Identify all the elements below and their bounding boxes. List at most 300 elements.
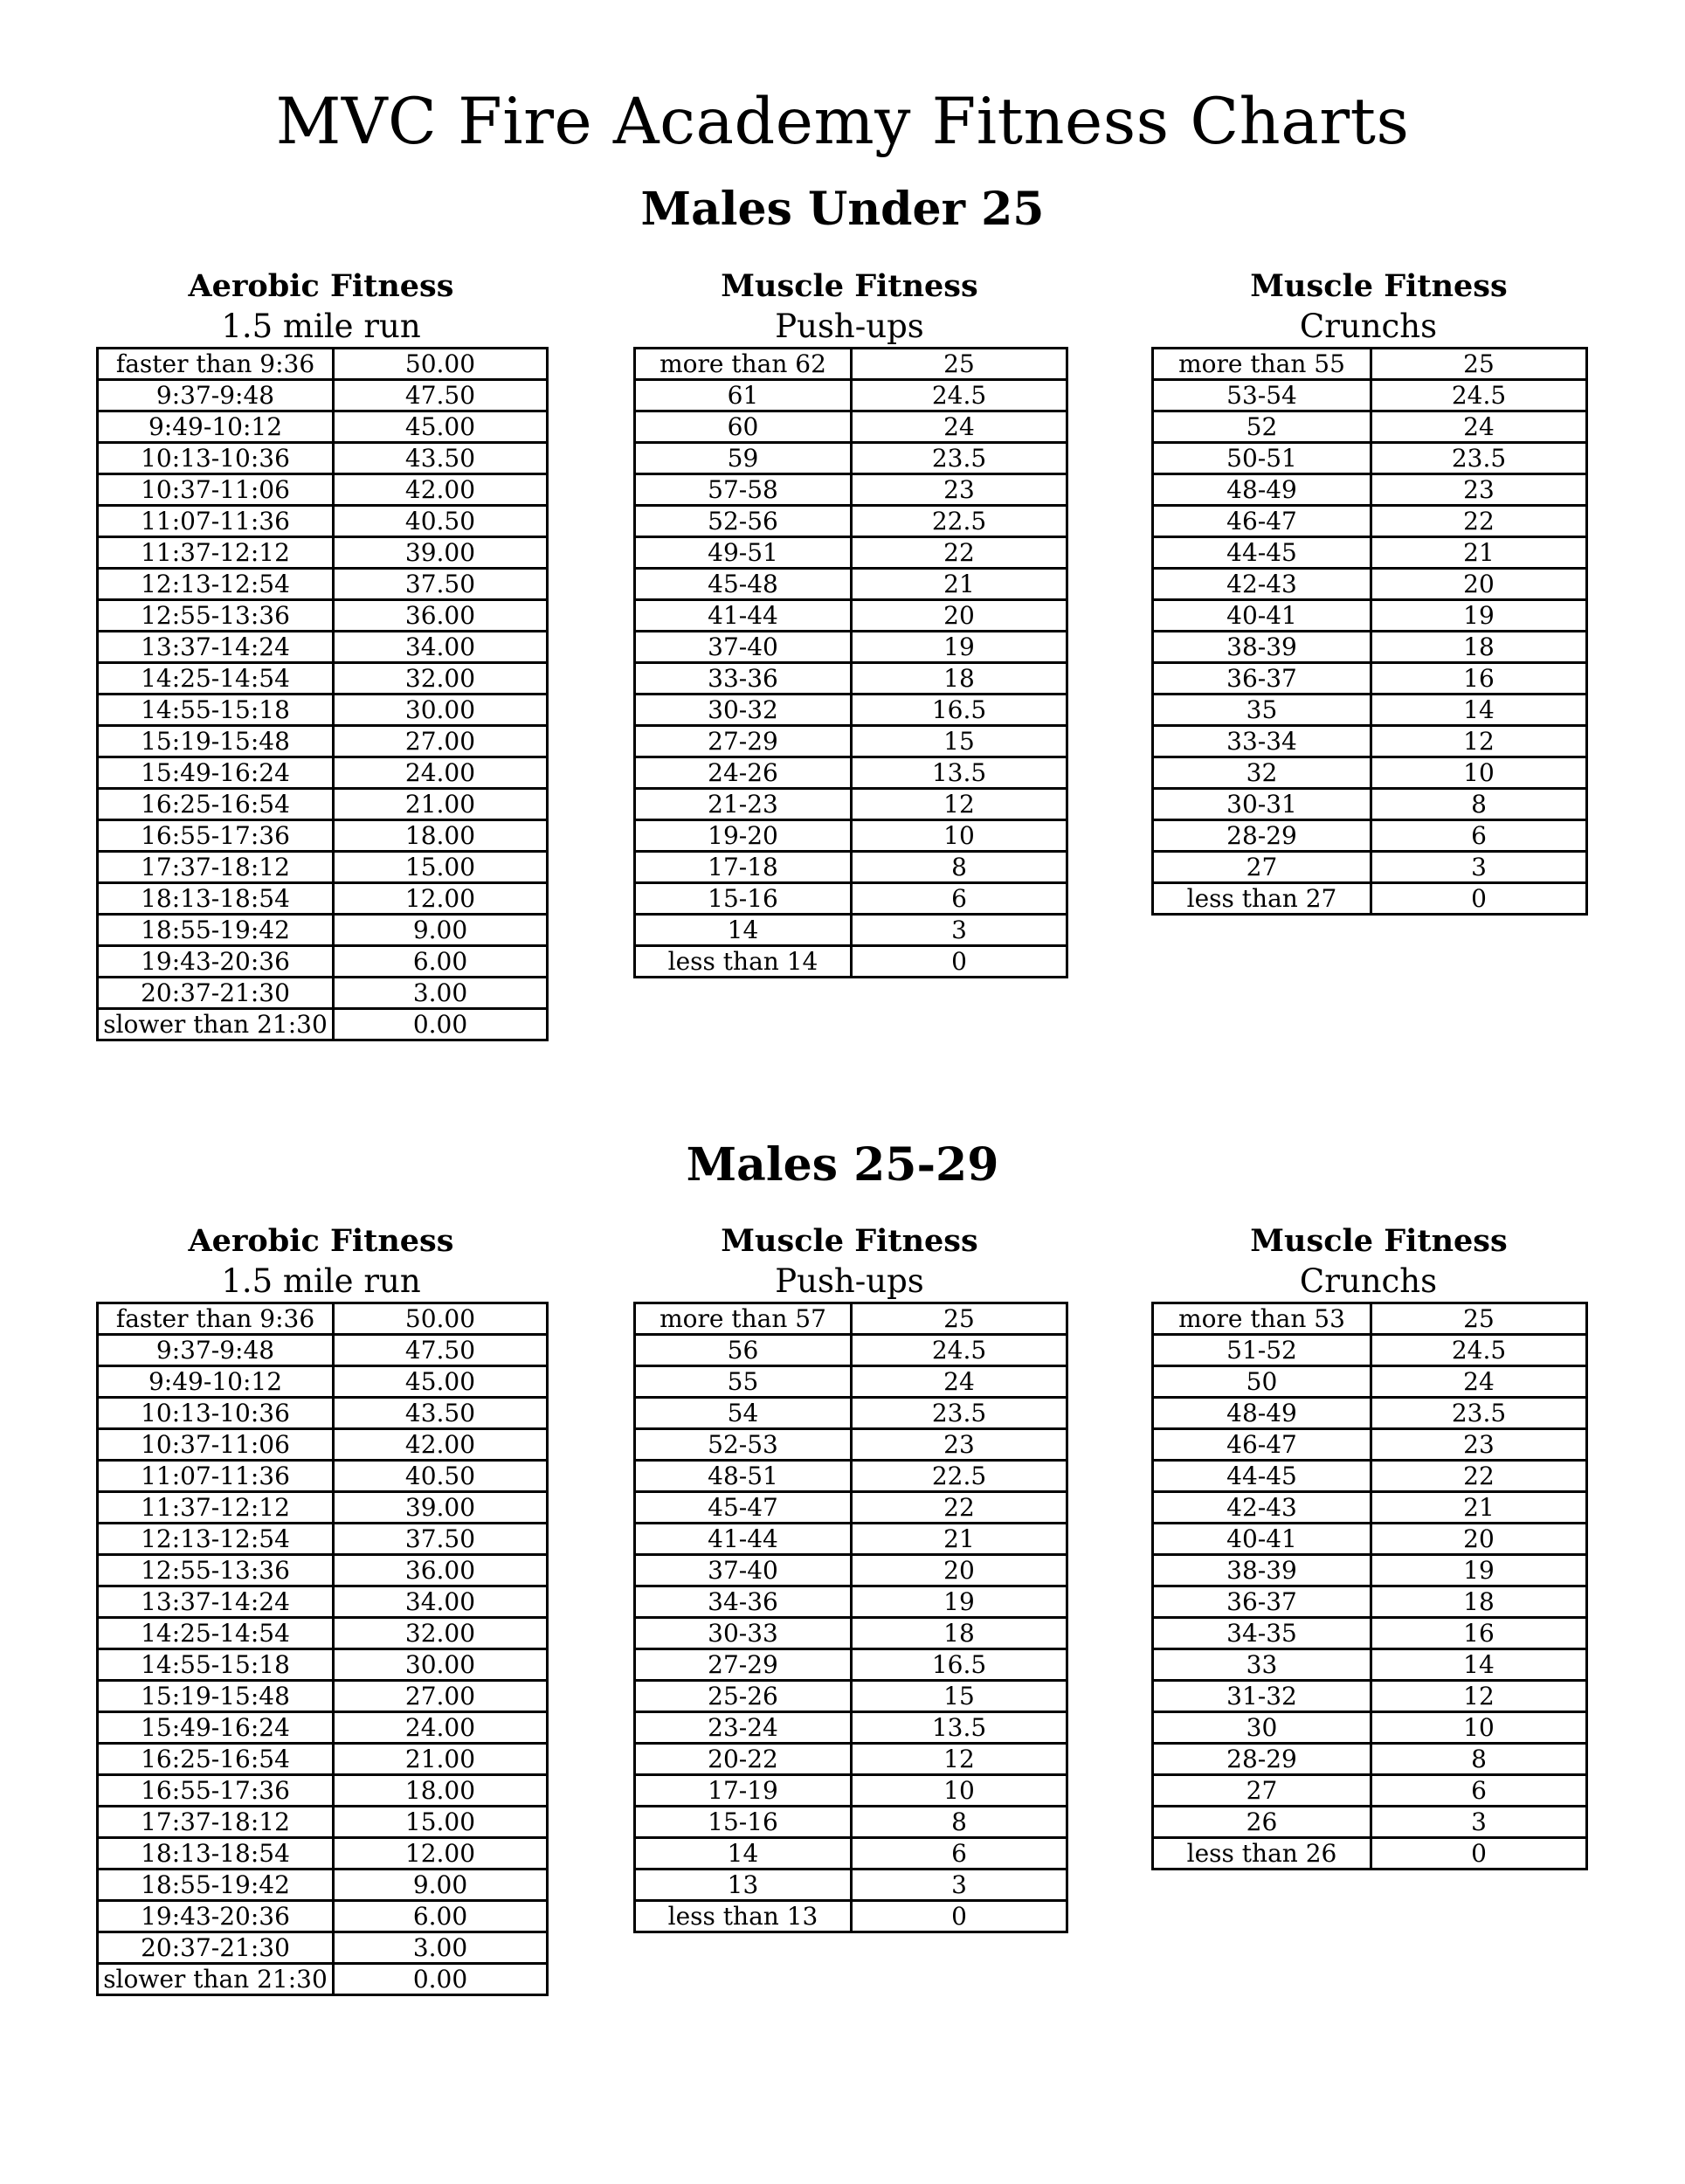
score-cell: 10	[1371, 1712, 1587, 1744]
table-row	[98, 632, 548, 663]
score-cell: 8	[1371, 789, 1587, 820]
range-cell: 48-51	[635, 1461, 852, 1492]
score-cell: 0	[852, 1901, 1067, 1932]
table-row	[98, 978, 548, 1009]
score-cell: 30.00	[334, 695, 548, 726]
score-cell: 9.00	[334, 915, 548, 946]
table-row	[635, 1429, 1067, 1461]
range-cell: 14:55-15:18	[98, 695, 334, 726]
table-row	[635, 411, 1067, 443]
score-cell: 16.5	[852, 1649, 1067, 1681]
score-cell: 23	[852, 1429, 1067, 1461]
range-cell: 19-20	[635, 820, 852, 852]
table-row	[1153, 537, 1587, 569]
table-row	[635, 1681, 1067, 1712]
score-cell: 6	[1371, 820, 1587, 852]
range-cell: 15:49-16:24	[98, 1712, 334, 1744]
range-cell: slower than 21:30	[98, 1009, 334, 1040]
score-cell: 21	[1371, 537, 1587, 569]
table-row	[1153, 663, 1587, 695]
range-cell: 48-49	[1153, 474, 1371, 506]
range-cell: 16:25-16:54	[98, 1744, 334, 1775]
score-cell: 39.00	[334, 537, 548, 569]
range-cell: 17-18	[635, 852, 852, 883]
range-cell: 14	[635, 1838, 852, 1870]
range-cell: 23-24	[635, 1712, 852, 1744]
score-cell: 23	[852, 474, 1067, 506]
score-cell: 24.5	[1371, 380, 1587, 411]
range-cell: 56	[635, 1335, 852, 1366]
score-cell: 21.00	[334, 789, 548, 820]
score-table	[633, 347, 1068, 978]
score-cell: 24.5	[852, 380, 1067, 411]
range-cell: 33-36	[635, 663, 852, 695]
table-row	[1153, 632, 1587, 663]
score-cell: 0	[1371, 883, 1587, 915]
range-cell: 16:55-17:36	[98, 1775, 334, 1807]
table-row	[635, 1618, 1067, 1649]
score-cell: 12	[852, 789, 1067, 820]
range-cell: 40-41	[1153, 600, 1371, 632]
table-row	[635, 1335, 1067, 1366]
range-cell: 30-32	[635, 695, 852, 726]
score-cell: 12.00	[334, 1838, 548, 1870]
range-cell: 26	[1153, 1807, 1371, 1838]
table-row	[1153, 380, 1587, 411]
score-cell: 16.5	[852, 695, 1067, 726]
table-row	[635, 349, 1067, 380]
score-cell: 15.00	[334, 852, 548, 883]
range-cell: 18:13-18:54	[98, 1838, 334, 1870]
table-row	[635, 946, 1067, 978]
range-cell: 42-43	[1153, 1492, 1371, 1524]
range-cell: less than 26	[1153, 1838, 1371, 1870]
score-cell: 39.00	[334, 1492, 548, 1524]
score-cell: 16	[1371, 663, 1587, 695]
score-cell: 3	[1371, 1807, 1587, 1838]
score-cell: 24	[1371, 1366, 1587, 1398]
table-row	[1153, 1398, 1587, 1429]
range-cell: 11:07-11:36	[98, 1461, 334, 1492]
range-cell: 15:19-15:48	[98, 1681, 334, 1712]
table-row	[98, 852, 548, 883]
range-cell: 37-40	[635, 1555, 852, 1586]
table-row	[635, 663, 1067, 695]
score-cell: 19	[1371, 600, 1587, 632]
range-cell: 17-19	[635, 1775, 852, 1807]
range-cell: more than 53	[1153, 1303, 1371, 1335]
range-cell: 30-33	[635, 1618, 852, 1649]
range-cell: 46-47	[1153, 1429, 1371, 1461]
score-cell: 6	[852, 883, 1067, 915]
range-cell: 16:55-17:36	[98, 820, 334, 852]
score-table	[96, 1302, 549, 1996]
score-cell: 22.5	[852, 506, 1067, 537]
score-cell: 36.00	[334, 600, 548, 632]
table-row	[98, 380, 548, 411]
score-cell: 21.00	[334, 1744, 548, 1775]
range-cell: 25-26	[635, 1681, 852, 1712]
score-cell: 42.00	[334, 474, 548, 506]
table-row	[1153, 474, 1587, 506]
score-cell: 18	[852, 1618, 1067, 1649]
range-cell: 10:37-11:06	[98, 474, 334, 506]
score-cell: 0	[852, 946, 1067, 978]
score-cell: 50.00	[334, 1303, 548, 1335]
score-cell: 47.50	[334, 1335, 548, 1366]
range-cell: 9:37-9:48	[98, 380, 334, 411]
range-cell: 40-41	[1153, 1524, 1371, 1555]
range-cell: 14:25-14:54	[98, 1618, 334, 1649]
range-cell: 13:37-14:24	[98, 1586, 334, 1618]
table-row	[1153, 569, 1587, 600]
table-heading: Muscle Fitness	[1250, 268, 1508, 304]
table-row	[98, 1366, 548, 1398]
score-cell: 6.00	[334, 946, 548, 978]
score-cell: 22	[1371, 506, 1587, 537]
table-row	[98, 1775, 548, 1807]
score-cell: 50.00	[334, 349, 548, 380]
table-row	[635, 1524, 1067, 1555]
pushups-table-25-29	[633, 1221, 1068, 1933]
table-row	[635, 600, 1067, 632]
range-cell: 31-32	[1153, 1681, 1371, 1712]
range-cell: 14:25-14:54	[98, 663, 334, 695]
range-cell: 30	[1153, 1712, 1371, 1744]
score-cell: 23	[1371, 474, 1587, 506]
table-row	[1153, 1618, 1587, 1649]
score-cell: 24.00	[334, 757, 548, 789]
range-cell: 34-36	[635, 1586, 852, 1618]
table-row	[635, 1712, 1067, 1744]
table-row	[635, 537, 1067, 569]
section-title-males-25-29: Males 25-29	[686, 1138, 999, 1192]
table-row	[1153, 1681, 1587, 1712]
range-cell: 24-26	[635, 757, 852, 789]
score-cell: 43.50	[334, 443, 548, 474]
table-subheading: 1.5 mile run	[221, 308, 421, 345]
table-row	[98, 1870, 548, 1901]
range-cell: less than 27	[1153, 883, 1371, 915]
score-cell: 12	[1371, 1681, 1587, 1712]
score-cell: 45.00	[334, 1366, 548, 1398]
range-cell: 32	[1153, 757, 1371, 789]
score-cell: 18.00	[334, 820, 548, 852]
table-row	[1153, 852, 1587, 883]
table-row	[1153, 443, 1587, 474]
table-row	[635, 443, 1067, 474]
score-cell: 12	[1371, 726, 1587, 757]
range-cell: 11:37-12:12	[98, 537, 334, 569]
range-cell: 33	[1153, 1649, 1371, 1681]
range-cell: less than 13	[635, 1901, 852, 1932]
score-cell: 25	[852, 349, 1067, 380]
range-cell: 50-51	[1153, 443, 1371, 474]
table-row	[1153, 1492, 1587, 1524]
range-cell: 45-47	[635, 1492, 852, 1524]
table-row	[635, 1555, 1067, 1586]
score-table	[1151, 347, 1588, 916]
range-cell: faster than 9:36	[98, 349, 334, 380]
table-row	[1153, 1303, 1587, 1335]
table-row	[1153, 600, 1587, 632]
range-cell: 13	[635, 1870, 852, 1901]
score-cell: 42.00	[334, 1429, 548, 1461]
range-cell: 17:37-18:12	[98, 1807, 334, 1838]
table-row	[98, 537, 548, 569]
score-cell: 30.00	[334, 1649, 548, 1681]
range-cell: 61	[635, 380, 852, 411]
range-cell: 44-45	[1153, 1461, 1371, 1492]
table-subheading: Crunchs	[1299, 1262, 1438, 1300]
table-row	[98, 1744, 548, 1775]
range-cell: 12:55-13:36	[98, 1555, 334, 1586]
table-row	[98, 1649, 548, 1681]
score-cell: 21	[852, 569, 1067, 600]
table-row	[635, 1744, 1067, 1775]
table-row	[98, 1303, 548, 1335]
table-row	[98, 1524, 548, 1555]
score-cell: 0.00	[334, 1009, 548, 1040]
range-cell: 38-39	[1153, 632, 1371, 663]
table-row	[635, 380, 1067, 411]
score-cell: 0	[1371, 1838, 1587, 1870]
table-row	[1153, 1712, 1587, 1744]
score-cell: 16	[1371, 1618, 1587, 1649]
range-cell: 46-47	[1153, 506, 1371, 537]
score-cell: 15	[852, 726, 1067, 757]
table-row	[1153, 695, 1587, 726]
score-cell: 15.00	[334, 1807, 548, 1838]
score-cell: 24.5	[852, 1335, 1067, 1366]
score-cell: 34.00	[334, 1586, 548, 1618]
range-cell: 18:55-19:42	[98, 1870, 334, 1901]
range-cell: 12:13-12:54	[98, 1524, 334, 1555]
score-cell: 34.00	[334, 632, 548, 663]
table-row	[635, 852, 1067, 883]
range-cell: 33-34	[1153, 726, 1371, 757]
table-row	[98, 1429, 548, 1461]
table-row	[635, 695, 1067, 726]
table-row	[635, 1586, 1067, 1618]
table-row	[98, 506, 548, 537]
score-cell: 43.50	[334, 1398, 548, 1429]
score-cell: 19	[852, 632, 1067, 663]
score-cell: 40.50	[334, 1461, 548, 1492]
range-cell: 10:13-10:36	[98, 1398, 334, 1429]
score-cell: 12	[852, 1744, 1067, 1775]
score-cell: 23	[1371, 1429, 1587, 1461]
aerobic-fitness-table-under-25	[96, 266, 549, 1041]
table-row	[98, 569, 548, 600]
score-cell: 8	[852, 852, 1067, 883]
table-row	[98, 789, 548, 820]
table-row	[98, 1492, 548, 1524]
table-row	[98, 1964, 548, 1995]
range-cell: 60	[635, 411, 852, 443]
table-row	[635, 1901, 1067, 1932]
score-cell: 25	[1371, 349, 1587, 380]
range-cell: 27-29	[635, 1649, 852, 1681]
range-cell: 35	[1153, 695, 1371, 726]
score-cell: 13.5	[852, 757, 1067, 789]
table-row	[1153, 726, 1587, 757]
score-table	[1151, 1302, 1588, 1870]
range-cell: 37-40	[635, 632, 852, 663]
table-row	[98, 946, 548, 978]
table-row	[1153, 349, 1587, 380]
table-row	[1153, 411, 1587, 443]
score-cell: 24.5	[1371, 1335, 1587, 1366]
score-cell: 18	[852, 663, 1067, 695]
table-row	[1153, 757, 1587, 789]
range-cell: 10:13-10:36	[98, 443, 334, 474]
score-cell: 6	[1371, 1775, 1587, 1807]
table-heading: Aerobic Fitness	[188, 1223, 454, 1259]
pushups-table-under-25	[633, 266, 1068, 978]
range-cell: 15-16	[635, 1807, 852, 1838]
range-cell: 44-45	[1153, 537, 1371, 569]
score-cell: 23.5	[852, 443, 1067, 474]
range-cell: 50	[1153, 1366, 1371, 1398]
score-cell: 20	[852, 1555, 1067, 1586]
table-row	[98, 695, 548, 726]
range-cell: 19:43-20:36	[98, 946, 334, 978]
score-cell: 22	[852, 1492, 1067, 1524]
table-row	[98, 1807, 548, 1838]
range-cell: 12:55-13:36	[98, 600, 334, 632]
score-cell: 15	[852, 1681, 1067, 1712]
table-row	[98, 1398, 548, 1429]
score-cell: 20	[852, 600, 1067, 632]
table-row	[98, 474, 548, 506]
table-row	[98, 1618, 548, 1649]
range-cell: 9:49-10:12	[98, 1366, 334, 1398]
table-row	[635, 1461, 1067, 1492]
table-row	[98, 1932, 548, 1964]
crunches-table-25-29	[1151, 1221, 1596, 1870]
range-cell: 9:49-10:12	[98, 411, 334, 443]
table-row	[635, 1838, 1067, 1870]
table-subheading: Crunchs	[1299, 308, 1438, 345]
range-cell: 28-29	[1153, 1744, 1371, 1775]
table-row	[98, 820, 548, 852]
score-cell: 8	[852, 1807, 1067, 1838]
table-row	[1153, 1555, 1587, 1586]
range-cell: 36-37	[1153, 1586, 1371, 1618]
score-cell: 14	[1371, 695, 1587, 726]
table-row	[98, 883, 548, 915]
score-cell: 22.5	[852, 1461, 1067, 1492]
score-cell: 47.50	[334, 380, 548, 411]
score-cell: 21	[1371, 1492, 1587, 1524]
table-row	[98, 349, 548, 380]
score-table	[96, 347, 549, 1041]
score-cell: 21	[852, 1524, 1067, 1555]
table-row	[1153, 820, 1587, 852]
score-cell: 13.5	[852, 1712, 1067, 1744]
score-cell: 19	[1371, 1555, 1587, 1586]
table-heading: Aerobic Fitness	[188, 268, 454, 304]
score-cell: 40.50	[334, 506, 548, 537]
table-row	[635, 506, 1067, 537]
range-cell: 27	[1153, 852, 1371, 883]
table-row	[1153, 1744, 1587, 1775]
table-row	[98, 1586, 548, 1618]
crunches-table-under-25	[1151, 266, 1596, 916]
range-cell: faster than 9:36	[98, 1303, 334, 1335]
score-cell: 22	[852, 537, 1067, 569]
range-cell: less than 14	[635, 946, 852, 978]
table-row	[635, 569, 1067, 600]
table-heading: Muscle Fitness	[721, 268, 978, 304]
table-row	[635, 1870, 1067, 1901]
table-row	[1153, 1524, 1587, 1555]
document-title: MVC Fire Academy Fitness Charts	[275, 85, 1410, 159]
range-cell: 57-58	[635, 474, 852, 506]
score-cell: 37.50	[334, 569, 548, 600]
table-row	[635, 474, 1067, 506]
score-cell: 45.00	[334, 411, 548, 443]
table-row	[1153, 789, 1587, 820]
table-row	[98, 1335, 548, 1366]
table-row	[1153, 1335, 1587, 1366]
score-cell: 25	[852, 1303, 1067, 1335]
range-cell: 17:37-18:12	[98, 852, 334, 883]
table-row	[98, 1838, 548, 1870]
range-cell: 15-16	[635, 883, 852, 915]
range-cell: 16:25-16:54	[98, 789, 334, 820]
table-row	[635, 820, 1067, 852]
range-cell: 15:19-15:48	[98, 726, 334, 757]
range-cell: 12:13-12:54	[98, 569, 334, 600]
score-cell: 10	[852, 1775, 1067, 1807]
score-cell: 3	[852, 1870, 1067, 1901]
score-cell: 27.00	[334, 726, 548, 757]
table-row	[98, 1712, 548, 1744]
range-cell: 18:13-18:54	[98, 883, 334, 915]
score-cell: 3.00	[334, 978, 548, 1009]
score-cell: 20	[1371, 569, 1587, 600]
table-row	[98, 600, 548, 632]
range-cell: 9:37-9:48	[98, 1335, 334, 1366]
score-cell: 9.00	[334, 1870, 548, 1901]
table-row	[635, 883, 1067, 915]
table-row	[1153, 1838, 1587, 1870]
range-cell: 45-48	[635, 569, 852, 600]
score-cell: 3	[852, 915, 1067, 946]
score-cell: 23.5	[1371, 1398, 1587, 1429]
table-row	[1153, 1807, 1587, 1838]
range-cell: 20-22	[635, 1744, 852, 1775]
score-cell: 18	[1371, 632, 1587, 663]
score-cell: 22	[1371, 1461, 1587, 1492]
table-row	[635, 915, 1067, 946]
score-cell: 10	[852, 820, 1067, 852]
score-cell: 18.00	[334, 1775, 548, 1807]
score-cell: 24	[852, 411, 1067, 443]
score-cell: 23.5	[852, 1398, 1067, 1429]
table-row	[635, 1492, 1067, 1524]
table-subheading: Push-ups	[775, 1262, 924, 1300]
range-cell: 14	[635, 915, 852, 946]
range-cell: 21-23	[635, 789, 852, 820]
table-row	[635, 1366, 1067, 1398]
table-row	[98, 411, 548, 443]
range-cell: 11:37-12:12	[98, 1492, 334, 1524]
table-row	[635, 1303, 1067, 1335]
table-row	[98, 1461, 548, 1492]
